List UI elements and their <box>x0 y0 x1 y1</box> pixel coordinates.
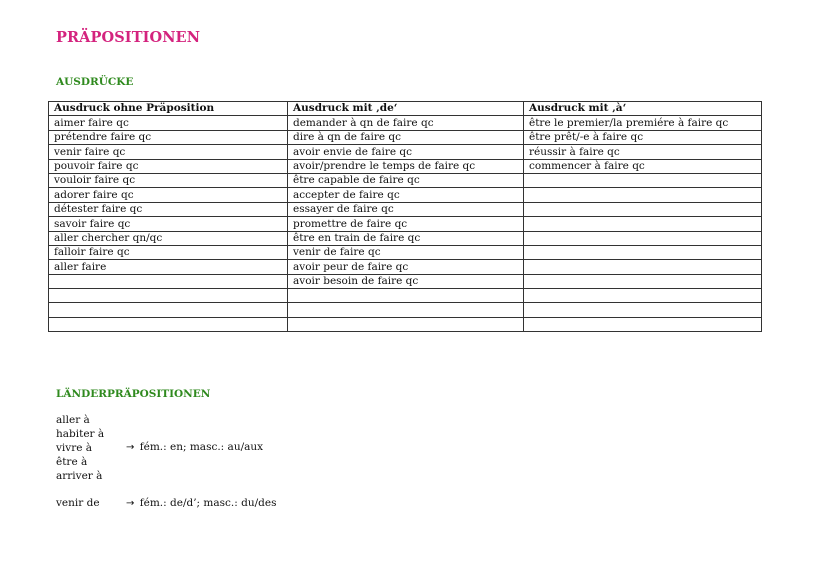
column-header-with-de: Ausdruck mit ‚de‘ <box>288 102 524 116</box>
section-heading-expressions: AUSDRÜCKE <box>56 76 134 88</box>
table-cell <box>524 303 762 317</box>
verb-item: aller à <box>56 414 90 426</box>
table-row <box>49 245 762 259</box>
column-header-with-a: Ausdruck mit ‚à‘ <box>524 102 762 116</box>
verb-item: vivre à <box>56 442 93 454</box>
rule-de-text: fém.: de/d’; masc.: du/des <box>139 497 277 509</box>
table-cell: détester faire qc <box>49 202 288 216</box>
column-header-without-preposition: Ausdruck ohne Präposition <box>49 102 288 116</box>
table-cell: accepter de faire qc <box>288 188 524 202</box>
table-cell: avoir besoin de faire qc <box>288 274 524 288</box>
table-row <box>49 173 762 187</box>
table-cell: avoir envie de faire qc <box>288 145 524 159</box>
rule-a <box>126 441 263 453</box>
table-header-row <box>49 102 762 116</box>
table-cell: être le premier/la premiére à faire qc <box>524 116 762 130</box>
table-cell: réussir à faire qc <box>524 145 762 159</box>
verb-item: être à <box>56 456 88 468</box>
table-cell <box>524 317 762 331</box>
table-cell <box>49 303 288 317</box>
expressions-table <box>48 101 762 332</box>
table-cell: être capable de faire qc <box>288 173 524 187</box>
table-row <box>49 217 762 231</box>
table-cell <box>524 217 762 231</box>
rule-de <box>126 497 276 509</box>
table-cell <box>524 173 762 187</box>
table-cell: essayer de faire qc <box>288 202 524 216</box>
table-cell: pouvoir faire qc <box>49 159 288 173</box>
table-cell: commencer à faire qc <box>524 159 762 173</box>
page-title: PRÄPOSITIONEN <box>56 29 201 46</box>
table-cell: adorer faire qc <box>49 188 288 202</box>
arrow-right-icon: → <box>126 442 135 453</box>
table-cell <box>524 260 762 274</box>
table-cell: vouloir faire qc <box>49 173 288 187</box>
table-cell: savoir faire qc <box>49 217 288 231</box>
table-cell <box>49 274 288 288</box>
table-cell <box>288 317 524 331</box>
table-cell <box>49 317 288 331</box>
table-cell <box>524 274 762 288</box>
verb-item: habiter à <box>56 428 105 440</box>
table-cell: falloir faire qc <box>49 245 288 259</box>
table-cell: avoir/prendre le temps de faire qc <box>288 159 524 173</box>
table-cell <box>288 303 524 317</box>
verb-list-a <box>56 413 104 483</box>
table-row <box>49 260 762 274</box>
table-cell: venir faire qc <box>49 145 288 159</box>
table-cell <box>524 289 762 303</box>
table-cell: aimer faire qc <box>49 116 288 130</box>
table-cell: être prêt/-e à faire qc <box>524 130 762 144</box>
verb-item: arriver à <box>56 470 103 482</box>
table-cell: avoir peur de faire qc <box>288 260 524 274</box>
table-row <box>49 202 762 216</box>
table-cell: prétendre faire qc <box>49 130 288 144</box>
table-cell: être en train de faire qc <box>288 231 524 245</box>
table-row <box>49 317 762 331</box>
verb-venir-de: venir de <box>56 497 100 509</box>
table-cell: demander à qn de faire qc <box>288 116 524 130</box>
table-row <box>49 159 762 173</box>
table-cell <box>524 245 762 259</box>
table-cell: promettre de faire qc <box>288 217 524 231</box>
table-row <box>49 145 762 159</box>
table-row <box>49 116 762 130</box>
table-cell <box>49 289 288 303</box>
table-cell <box>524 188 762 202</box>
table-row <box>49 231 762 245</box>
table-cell: dire à qn de faire qc <box>288 130 524 144</box>
table-cell: aller faire <box>49 260 288 274</box>
table-row <box>49 289 762 303</box>
table-cell: venir de faire qc <box>288 245 524 259</box>
table-row <box>49 303 762 317</box>
table-cell: aller chercher qn/qc <box>49 231 288 245</box>
table-cell <box>524 202 762 216</box>
table-row <box>49 188 762 202</box>
table-cell <box>288 289 524 303</box>
section-heading-countries: LÄNDERPRÄPOSITIONEN <box>56 388 211 400</box>
table-row <box>49 274 762 288</box>
table-row <box>49 130 762 144</box>
table-cell <box>524 231 762 245</box>
table-body <box>49 116 762 332</box>
rule-a-text: fém.: en; masc.: au/aux <box>139 441 264 453</box>
arrow-right-icon: → <box>126 498 135 509</box>
